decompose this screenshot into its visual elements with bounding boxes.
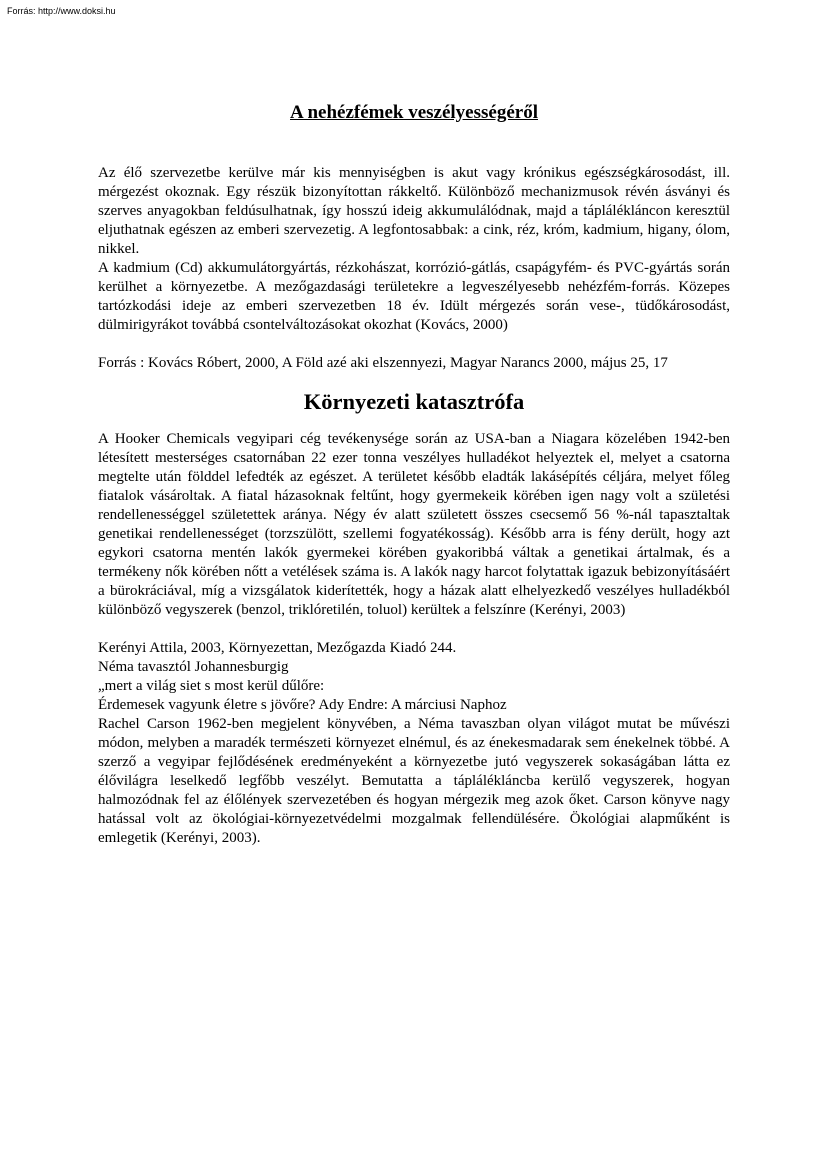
- quote-line-2: Érdemesek vagyunk életre s jövőre? Ady Endre: A márciusi Naphoz: [98, 697, 507, 713]
- source-citation-kerenyi: Kerényi Attila, 2003, Környezettan, Mezőgazda Kiadó 244.: [98, 640, 457, 656]
- intro-paragraph: Az élő szervezetbe kerülve már kis mennyiségben is akut vagy krónikus egészségkárosodást, ill. mérgezést okoznak. Egy részük bizonyítottan rákkeltő. Különböző mechanizmusok révén ásványi és szerves anyagokban feldúsulhatnak, így hosszú ideig akkumulálódnak, majd a táplálékláncon keresztül eljuthatnak egészen az emberi szervezetig. A legfontosabbak: a cink, réz, króm, kadmium, higany, ólom, nikkel.: [98, 165, 730, 257]
- carson-paragraph: Rachel Carson 1962-ben megjelent könyvében, a Néma tavaszban olyan világot mutat be művészi módon, melyben a maradék természeti környezet elnémul, és az énekesmadarak sem énekelnek többé. A szerző a vegyipar fejlődésének eredményeként a környezetbe jutó vegyszerek sokaságában látta ez élővilágra leselkedő legfőbb veszélyt. Bemutatta a táplálékláncba kerülő vegyszerek, hogyan halmozódnak fel az élőlények szervezetében és hogyan mérgezik meg azok őket. Carson könyve nagy hatással volt az ökológiai-környezetvédelmi mozgalmak fellendülésére. Ökológiai alapműként is emlegetik (Kerényi, 2003).: [98, 716, 730, 846]
- document-title: A nehézfémek veszélyességéről: [290, 102, 538, 123]
- section-heading: Környezeti katasztrófa: [303, 389, 525, 414]
- source-citation-kovacs: Forrás : Kovács Róbert, 2000, A Föld azé aki elszennyezi, Magyar Narancs 2000, május 25, 17: [98, 355, 668, 371]
- document-page: [98, 102, 730, 848]
- section-title-line: Néma tavasztól Johannesburgig: [98, 659, 289, 675]
- source-url-note: Forrás: http://www.doksi.hu: [7, 6, 116, 16]
- quote-line-1: „mert a világ siet s most kerül dűlőre:: [98, 678, 325, 694]
- cadmium-paragraph: A kadmium (Cd) akkumulátorgyártás, rézkohászat, korrózió-gátlás, csapágyfém- és PVC-gyártás során kerülhet a környezetbe. A mezőgazdasági területekre a legveszélyesebb nehézfém-forrás. Közepes tartózkodási ideje az emberi szervezetben 18 év. Idült mérgezés során vese-, tüdőkárosodást, dülmirigyrákot továbbá csontelváltozásokat okozhat (Kovács, 2000): [98, 260, 730, 333]
- hooker-chemicals-paragraph: A Hooker Chemicals vegyipari cég tevékenysége során az USA-ban a Niagara közelében 1942-ben létesített mesterséges csatornában 22 ezer tonna veszélyes hulladékot helyeztek el, melyet a csatorna megtelte után földdel lefedték az egészet. A területet később eladták lakásépítés céljára, melyet főleg fiatalok vásároltak. A fiatal házasoknak feltűnt, hogy gyermekeik körében igen nagy volt a születési rendellenességgel születettek aránya. Négy év alatt született összes csecsemő 56 %-nál tapasztaltak genetikai rendellenességet (torzszülött, szellemi fogyatékosság). Később arra is fény derült, hogy azt egykori csatorna mentén lakók gyermekei körében gyakoribbá váltak a genetikai ártalmak, és a termékeny nők körében nőtt a vetélések száma is. A lakók nagy harcot folytattak igazuk bebizonyításáért a bürokráciával, míg a vizsgálatok kiderítették, hogy a házak alatt elhelyezkedő veszélyes hulladékból különböző vegyszerek (benzol, triklóretilén, toluol) kerültek a felszínre (Kerényi, 2003): [98, 431, 730, 618]
